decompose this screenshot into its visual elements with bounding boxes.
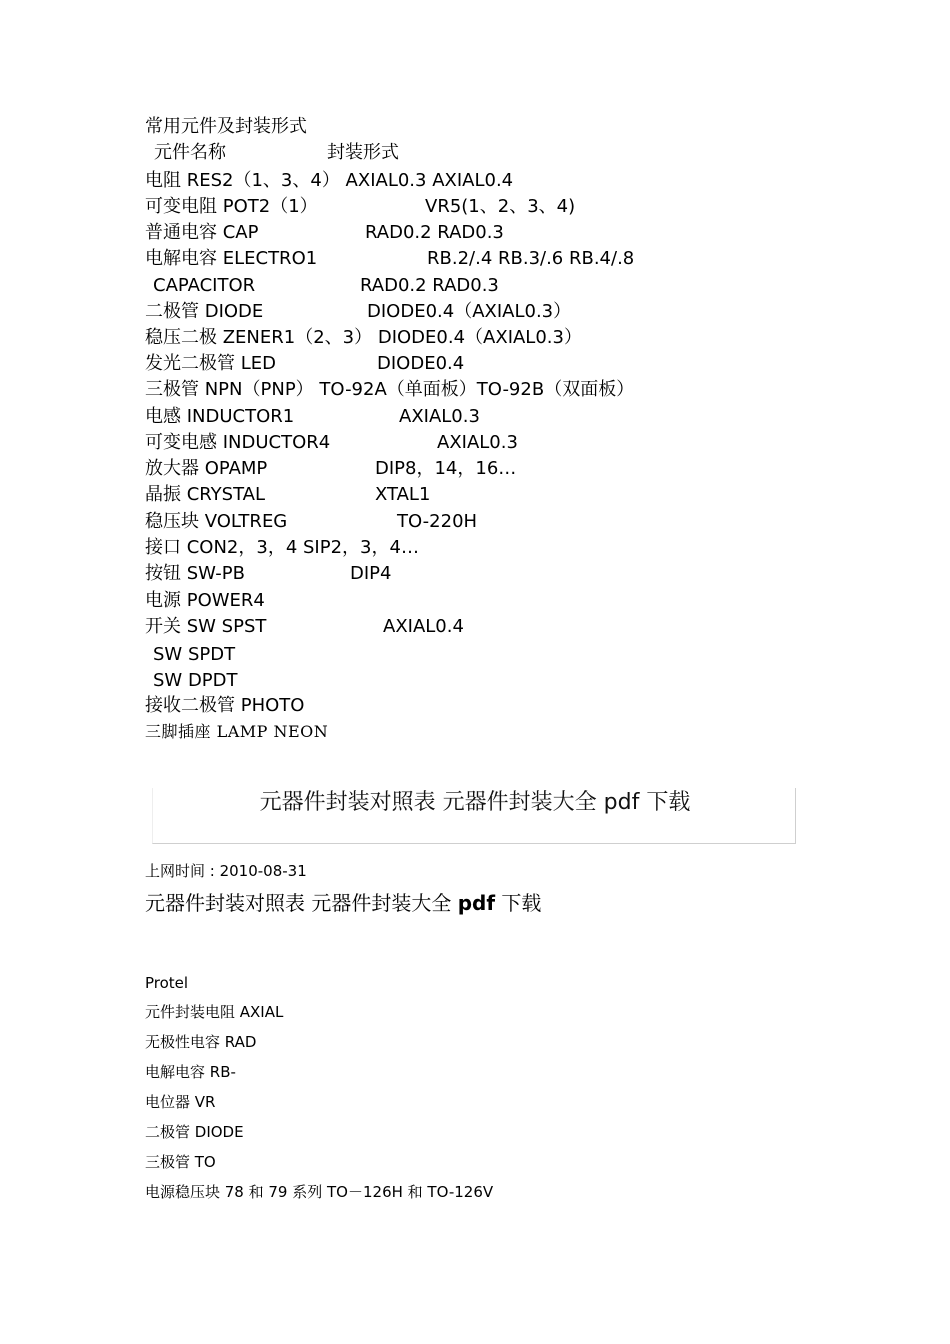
table-row: [145, 588, 765, 614]
header-package: 封装形式: [327, 142, 399, 163]
table-row: [145, 220, 765, 246]
table-row: [145, 561, 765, 587]
table-row: [145, 246, 765, 272]
row-left: 开关 SW SPST: [145, 616, 267, 637]
list-item: 三极管 TO: [145, 1153, 216, 1171]
row-right: DIP8，14，16…: [375, 458, 517, 479]
row-left: 发光二极管 LED: [145, 353, 276, 374]
row-right: DIODE0.4（AXIAL0.3）: [367, 301, 572, 322]
row-left: CAPACITOR: [153, 275, 256, 296]
row-left: 普通电容 CAP: [145, 222, 259, 243]
row-left: 电源 POWER4: [145, 590, 265, 611]
publish-date: 上网时间 : 2010-08-31: [145, 862, 307, 880]
table-row: [145, 668, 765, 694]
row-right: DIODE0.4: [377, 353, 465, 374]
row-right: VR5(1、2、3、4): [425, 196, 576, 217]
document-heading: 常用元件及封装形式: [145, 116, 307, 137]
table-row: [145, 377, 765, 403]
row-right: AXIAL0.3: [437, 432, 518, 453]
row-right: AXIAL0.3: [399, 406, 480, 427]
row-left: 可变电感 INDUCTOR4: [145, 432, 331, 453]
list-item: 无极性电容 RAD: [145, 1033, 257, 1051]
table-row: [145, 456, 765, 482]
row-right: RAD0.2 RAD0.3: [365, 222, 504, 243]
header-name: 元件名称: [154, 142, 226, 163]
table-header: [145, 140, 645, 166]
row-left: 二极管 DIODE: [145, 301, 264, 322]
row-right: DIP4: [350, 563, 392, 584]
row-left: 电阻 RES2（1、3、4） AXIAL0.3 AXIAL0.4: [145, 170, 514, 191]
row-right: AXIAL0.4: [383, 616, 464, 637]
article-subtitle: [145, 888, 541, 918]
list-item: Protel: [145, 974, 189, 992]
row-right: XTAL1: [375, 484, 431, 505]
row-left: 接收二极管 PHOTO: [145, 695, 305, 716]
table-row: [145, 299, 765, 325]
table-row: [145, 404, 765, 430]
row-right: RB.2/.4 RB.3/.6 RB.4/.8: [427, 248, 635, 269]
table-row: [145, 482, 765, 508]
row-left: 可变电阻 POT2（1）: [145, 196, 318, 217]
subtitle-bold: pdf: [457, 891, 496, 915]
row-left: 三极管 NPN（PNP） TO-92A（单面板）TO-92B（双面板）: [145, 379, 635, 400]
subtitle-text: 元器件封装对照表 元器件封装大全: [145, 891, 458, 915]
table-row-last: 三脚插座 LAMP NEON: [145, 722, 329, 741]
row-left: SW DPDT: [153, 670, 238, 691]
list-item: 电位器 VR: [145, 1093, 216, 1111]
table-row: [145, 430, 765, 456]
subtitle-text-end: 下载: [495, 891, 542, 915]
table-row: [145, 351, 765, 377]
row-left: 稳压块 VOLTREG: [145, 511, 288, 532]
table-row: [145, 693, 765, 719]
list-item: 二极管 DIODE: [145, 1123, 244, 1141]
table-row: [145, 194, 765, 220]
table-row: [145, 509, 765, 535]
table-row: [145, 614, 765, 640]
row-left: 稳压二极 ZENER1（2、3） DIODE0.4（AXIAL0.3）: [145, 327, 582, 348]
list-item: 元件封装电阻 AXIAL: [145, 1003, 284, 1021]
row-left: 电解电容 ELECTRO1: [145, 248, 318, 269]
row-left: 按钮 SW-PB: [145, 563, 245, 584]
article-banner: [152, 788, 796, 844]
table-row: [145, 168, 765, 194]
table-row: [145, 273, 765, 299]
banner-title: 元器件封装对照表 元器件封装大全 pdf 下载: [259, 790, 691, 815]
list-item: 电源稳压块 78 和 79 系列 TO－126H 和 TO-126V: [145, 1183, 494, 1201]
row-left: SW SPDT: [153, 644, 236, 665]
table-row: [145, 325, 765, 351]
row-left: 接口 CON2，3，4 SIP2，3，4…: [145, 537, 419, 558]
row-left: 放大器 OPAMP: [145, 458, 268, 479]
table-row: [145, 535, 765, 561]
table-row: [145, 642, 765, 668]
list-item: 电解电容 RB-: [145, 1063, 236, 1081]
row-left: 晶振 CRYSTAL: [145, 484, 266, 505]
row-left: 电感 INDUCTOR1: [145, 406, 295, 427]
row-right: RAD0.2 RAD0.3: [360, 275, 499, 296]
row-right: TO-220H: [397, 511, 478, 532]
